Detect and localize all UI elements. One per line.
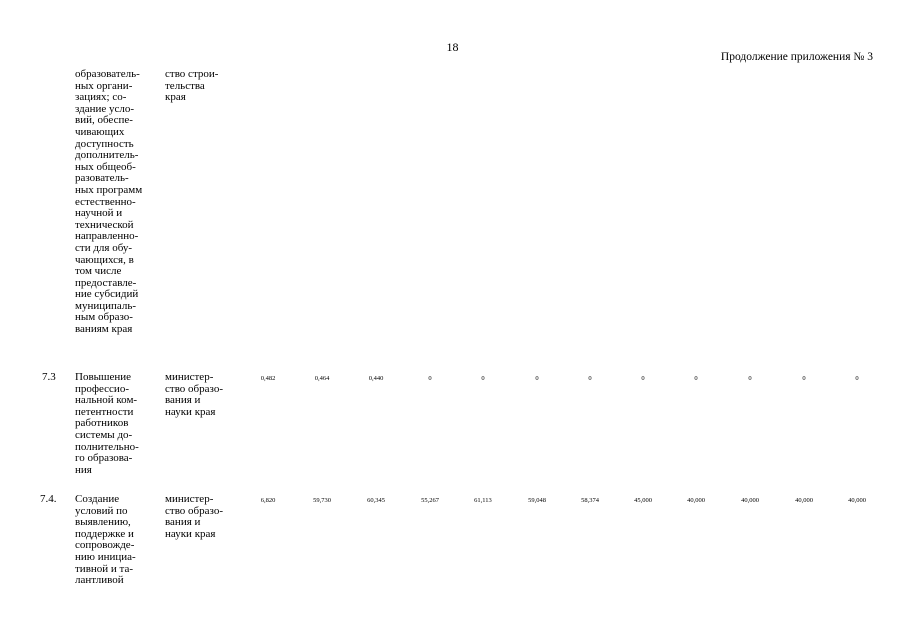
row-value: 59,048: [528, 497, 546, 504]
continuation-executor-cell: ство строи- тельства края: [165, 68, 219, 104]
continuation-name-cell: образователь- ных органи- зациях; со- здание усло- вий, обеспе- чивающих доступность дополнитель- ных общеоб- разователь- ных программ естественно- научной и технической направленно- сти для обу- чающихся, в том числе предоставле- ние субсидий муниципаль- ным образо- ваниям края: [75, 68, 143, 336]
row-value: 6,820: [260, 497, 276, 504]
row-value: 58,374: [581, 497, 599, 504]
row-value: 0: [641, 375, 645, 382]
row-value: 40,000: [795, 497, 813, 504]
row-value: 55,267: [421, 497, 439, 504]
row-value: 0: [855, 375, 859, 382]
row-value: 0,464: [314, 375, 330, 382]
row-value: 0: [588, 375, 592, 382]
row-value: 0: [748, 375, 752, 382]
page-number: 18: [446, 40, 459, 54]
row-value: 59,730: [313, 497, 331, 504]
row-value: 60,345: [367, 497, 385, 504]
row-value: 61,113: [474, 497, 492, 504]
row-executor: министер- ство образо- вания и науки края: [165, 493, 223, 540]
row-value: 0: [481, 375, 485, 382]
row-value: 0: [694, 375, 698, 382]
row-name: Создание условий по выявлению, поддержке и сопровожде- нию инициа- тивной и та- лантливой: [75, 493, 136, 587]
row-value: 40,000: [741, 497, 759, 504]
row-name: Повышение профессио- нальной ком- петентности работников системы до- полнительно- го образова- ния: [75, 371, 139, 476]
row-value: 40,000: [848, 497, 866, 504]
row-value: 0: [802, 375, 806, 382]
row-number: 7.4.: [40, 493, 57, 505]
row-value: 0,440: [368, 375, 384, 382]
row-value: 0: [535, 375, 539, 382]
row-value: 0: [428, 375, 432, 382]
appendix-note: Продолжение приложения № 3: [720, 51, 873, 63]
row-executor: министер- ство образо- вания и науки края: [165, 371, 223, 418]
row-value: 40,000: [687, 497, 705, 504]
row-number: 7.3: [42, 371, 56, 383]
row-value: 45,000: [634, 497, 652, 504]
row-value: 0,482: [260, 375, 276, 382]
